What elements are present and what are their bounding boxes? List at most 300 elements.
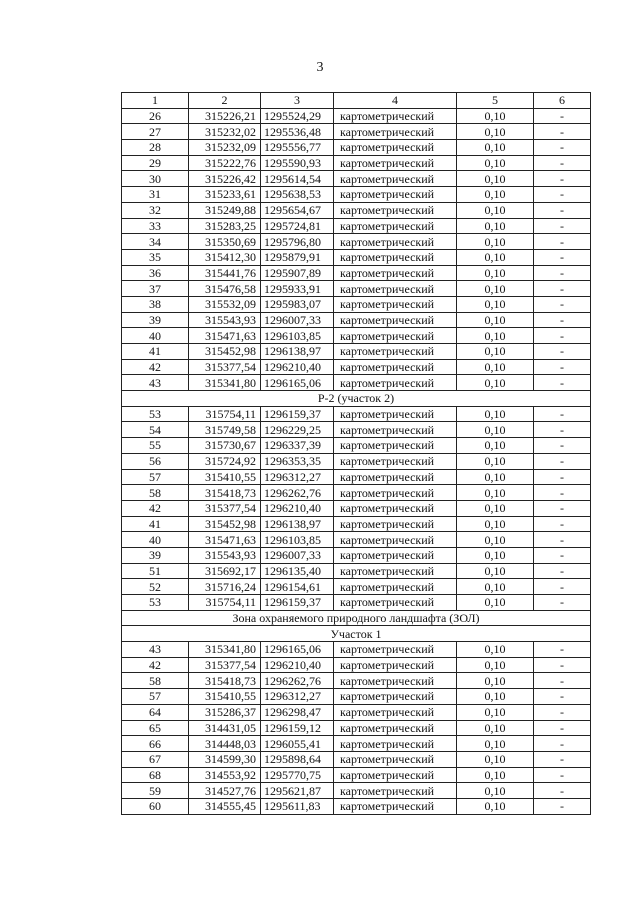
note-cell: -: [534, 265, 591, 281]
note-cell: -: [534, 375, 591, 391]
accuracy-cell: 0,10: [457, 124, 534, 140]
y-coordinate-cell: 1296337,39: [261, 438, 334, 454]
point-number-cell: 51: [122, 563, 189, 579]
accuracy-cell: 0,10: [457, 296, 534, 312]
method-cell: картометрический: [334, 642, 457, 658]
note-cell: -: [534, 202, 591, 218]
table-row: [122, 595, 591, 611]
method-cell: картометрический: [334, 438, 457, 454]
accuracy-cell: 0,10: [457, 704, 534, 720]
table-row: [122, 704, 591, 720]
y-coordinate-cell: 1295524,29: [261, 108, 334, 124]
point-number-cell: 31: [122, 187, 189, 203]
table-row: [122, 281, 591, 297]
x-coordinate-cell: 314555,45: [189, 798, 261, 814]
accuracy-cell: 0,10: [457, 265, 534, 281]
method-cell: картометрический: [334, 751, 457, 767]
x-coordinate-cell: 315232,02: [189, 124, 261, 140]
table-row: [122, 155, 591, 171]
y-coordinate-cell: 1296262,76: [261, 673, 334, 689]
table-section-row: [122, 626, 591, 642]
note-cell: -: [534, 155, 591, 171]
accuracy-cell: 0,10: [457, 532, 534, 548]
accuracy-cell: 0,10: [457, 281, 534, 297]
x-coordinate-cell: 315233,61: [189, 187, 261, 203]
y-coordinate-cell: 1295621,87: [261, 783, 334, 799]
table-row: [122, 563, 591, 579]
x-coordinate-cell: 315412,30: [189, 249, 261, 265]
method-cell: картометрический: [334, 595, 457, 611]
accuracy-cell: 0,10: [457, 406, 534, 422]
method-cell: картометрический: [334, 265, 457, 281]
table-row: [122, 516, 591, 532]
table-row: [122, 736, 591, 752]
y-coordinate-cell: 1295770,75: [261, 767, 334, 783]
method-cell: картометрический: [334, 281, 457, 297]
accuracy-cell: 0,10: [457, 751, 534, 767]
x-coordinate-cell: 315532,09: [189, 296, 261, 312]
point-number-cell: 40: [122, 328, 189, 344]
x-coordinate-cell: 315222,76: [189, 155, 261, 171]
method-cell: картометрический: [334, 485, 457, 501]
note-cell: -: [534, 312, 591, 328]
method-cell: картометрический: [334, 547, 457, 563]
accuracy-cell: 0,10: [457, 563, 534, 579]
accuracy-cell: 0,10: [457, 453, 534, 469]
y-coordinate-cell: 1295611,83: [261, 798, 334, 814]
point-number-cell: 68: [122, 767, 189, 783]
x-coordinate-cell: 315232,09: [189, 140, 261, 156]
point-number-cell: 57: [122, 469, 189, 485]
point-number-cell: 36: [122, 265, 189, 281]
table-header-row: [122, 93, 591, 109]
table-row: [122, 344, 591, 360]
note-cell: -: [534, 751, 591, 767]
method-cell: картометрический: [334, 328, 457, 344]
point-number-cell: 43: [122, 642, 189, 658]
point-number-cell: 65: [122, 720, 189, 736]
method-cell: картометрический: [334, 234, 457, 250]
table-row: [122, 783, 591, 799]
y-coordinate-cell: 1295983,07: [261, 296, 334, 312]
y-coordinate-cell: 1295907,89: [261, 265, 334, 281]
note-cell: -: [534, 422, 591, 438]
note-cell: -: [534, 124, 591, 140]
table-row: [122, 406, 591, 422]
x-coordinate-cell: 315350,69: [189, 234, 261, 250]
x-coordinate-cell: 315441,76: [189, 265, 261, 281]
coordinates-table-body: [122, 93, 591, 815]
y-coordinate-cell: 1295556,77: [261, 140, 334, 156]
method-cell: картометрический: [334, 359, 457, 375]
table-row: [122, 108, 591, 124]
accuracy-cell: 0,10: [457, 155, 534, 171]
x-coordinate-cell: 315249,88: [189, 202, 261, 218]
method-cell: картометрический: [334, 124, 457, 140]
table-row: [122, 265, 591, 281]
note-cell: -: [534, 689, 591, 705]
x-coordinate-cell: 315471,63: [189, 532, 261, 548]
point-number-cell: 29: [122, 155, 189, 171]
method-cell: картометрический: [334, 422, 457, 438]
point-number-cell: 60: [122, 798, 189, 814]
note-cell: -: [534, 328, 591, 344]
y-coordinate-cell: 1296159,37: [261, 595, 334, 611]
point-number-cell: 54: [122, 422, 189, 438]
method-cell: картометрический: [334, 202, 457, 218]
point-number-cell: 64: [122, 704, 189, 720]
x-coordinate-cell: 314431,05: [189, 720, 261, 736]
point-number-cell: 58: [122, 673, 189, 689]
point-number-cell: 26: [122, 108, 189, 124]
y-coordinate-cell: 1296138,97: [261, 516, 334, 532]
method-cell: картометрический: [334, 406, 457, 422]
table-row: [122, 140, 591, 156]
note-cell: -: [534, 736, 591, 752]
x-coordinate-cell: 315377,54: [189, 657, 261, 673]
table-row: [122, 720, 591, 736]
x-coordinate-cell: 315749,58: [189, 422, 261, 438]
table-row: [122, 202, 591, 218]
header-cell: 3: [261, 93, 334, 109]
accuracy-cell: 0,10: [457, 328, 534, 344]
method-cell: картометрический: [334, 783, 457, 799]
accuracy-cell: 0,10: [457, 140, 534, 156]
accuracy-cell: 0,10: [457, 249, 534, 265]
accuracy-cell: 0,10: [457, 720, 534, 736]
note-cell: -: [534, 563, 591, 579]
table-section-row: [122, 391, 591, 407]
note-cell: -: [534, 642, 591, 658]
table-row: [122, 218, 591, 234]
x-coordinate-cell: 315418,73: [189, 485, 261, 501]
table-section-row: [122, 610, 591, 626]
point-number-cell: 59: [122, 783, 189, 799]
note-cell: -: [534, 469, 591, 485]
method-cell: картометрический: [334, 563, 457, 579]
y-coordinate-cell: 1296103,85: [261, 532, 334, 548]
note-cell: -: [534, 359, 591, 375]
y-coordinate-cell: 1296165,06: [261, 642, 334, 658]
x-coordinate-cell: 315730,67: [189, 438, 261, 454]
y-coordinate-cell: 1295536,48: [261, 124, 334, 140]
accuracy-cell: 0,10: [457, 375, 534, 391]
point-number-cell: 67: [122, 751, 189, 767]
x-coordinate-cell: 314553,92: [189, 767, 261, 783]
y-coordinate-cell: 1296353,35: [261, 453, 334, 469]
note-cell: -: [534, 344, 591, 360]
y-coordinate-cell: 1296138,97: [261, 344, 334, 360]
table-row: [122, 500, 591, 516]
y-coordinate-cell: 1296312,27: [261, 469, 334, 485]
point-number-cell: 41: [122, 516, 189, 532]
table-row: [122, 124, 591, 140]
method-cell: картометрический: [334, 579, 457, 595]
y-coordinate-cell: 1296103,85: [261, 328, 334, 344]
table-row: [122, 438, 591, 454]
point-number-cell: 58: [122, 485, 189, 501]
method-cell: картометрический: [334, 720, 457, 736]
note-cell: -: [534, 171, 591, 187]
table-row: [122, 312, 591, 328]
section-title: Участок 1: [122, 626, 591, 642]
point-number-cell: 53: [122, 595, 189, 611]
header-cell: 1: [122, 93, 189, 109]
table-row: [122, 798, 591, 814]
x-coordinate-cell: 314599,30: [189, 751, 261, 767]
header-cell: 5: [457, 93, 534, 109]
x-coordinate-cell: 315226,42: [189, 171, 261, 187]
table-row: [122, 689, 591, 705]
table-row: [122, 296, 591, 312]
method-cell: картометрический: [334, 516, 457, 532]
point-number-cell: 41: [122, 344, 189, 360]
point-number-cell: 66: [122, 736, 189, 752]
point-number-cell: 30: [122, 171, 189, 187]
table-row: [122, 187, 591, 203]
point-number-cell: 34: [122, 234, 189, 250]
note-cell: -: [534, 532, 591, 548]
note-cell: -: [534, 720, 591, 736]
accuracy-cell: 0,10: [457, 783, 534, 799]
point-number-cell: 32: [122, 202, 189, 218]
x-coordinate-cell: 315543,93: [189, 312, 261, 328]
point-number-cell: 37: [122, 281, 189, 297]
point-number-cell: 35: [122, 249, 189, 265]
method-cell: картометрический: [334, 218, 457, 234]
note-cell: -: [534, 579, 591, 595]
y-coordinate-cell: 1295654,67: [261, 202, 334, 218]
point-number-cell: 33: [122, 218, 189, 234]
accuracy-cell: 0,10: [457, 469, 534, 485]
x-coordinate-cell: 315418,73: [189, 673, 261, 689]
accuracy-cell: 0,10: [457, 202, 534, 218]
y-coordinate-cell: 1296165,06: [261, 375, 334, 391]
note-cell: -: [534, 783, 591, 799]
y-coordinate-cell: 1296154,61: [261, 579, 334, 595]
note-cell: -: [534, 438, 591, 454]
method-cell: картометрический: [334, 344, 457, 360]
point-number-cell: 39: [122, 547, 189, 563]
x-coordinate-cell: 315754,11: [189, 595, 261, 611]
x-coordinate-cell: 315377,54: [189, 500, 261, 516]
method-cell: картометрический: [334, 140, 457, 156]
table-row: [122, 642, 591, 658]
accuracy-cell: 0,10: [457, 500, 534, 516]
method-cell: картометрический: [334, 296, 457, 312]
note-cell: -: [534, 673, 591, 689]
y-coordinate-cell: 1295638,53: [261, 187, 334, 203]
table-row: [122, 751, 591, 767]
note-cell: -: [534, 406, 591, 422]
note-cell: -: [534, 187, 591, 203]
table-row: [122, 547, 591, 563]
x-coordinate-cell: 315226,21: [189, 108, 261, 124]
y-coordinate-cell: 1296159,37: [261, 406, 334, 422]
table-row: [122, 171, 591, 187]
method-cell: картометрический: [334, 375, 457, 391]
y-coordinate-cell: 1295879,91: [261, 249, 334, 265]
note-cell: -: [534, 281, 591, 297]
x-coordinate-cell: 315476,58: [189, 281, 261, 297]
table-row: [122, 657, 591, 673]
note-cell: -: [534, 500, 591, 516]
note-cell: -: [534, 547, 591, 563]
method-cell: картометрический: [334, 532, 457, 548]
table-row: [122, 485, 591, 501]
note-cell: -: [534, 657, 591, 673]
table-row: [122, 469, 591, 485]
point-number-cell: 28: [122, 140, 189, 156]
header-cell: 2: [189, 93, 261, 109]
accuracy-cell: 0,10: [457, 108, 534, 124]
accuracy-cell: 0,10: [457, 673, 534, 689]
y-coordinate-cell: 1295933,91: [261, 281, 334, 297]
y-coordinate-cell: 1295724,81: [261, 218, 334, 234]
method-cell: картометрический: [334, 249, 457, 265]
point-number-cell: 27: [122, 124, 189, 140]
point-number-cell: 42: [122, 500, 189, 516]
accuracy-cell: 0,10: [457, 595, 534, 611]
point-number-cell: 42: [122, 657, 189, 673]
method-cell: картометрический: [334, 171, 457, 187]
x-coordinate-cell: 315452,98: [189, 344, 261, 360]
method-cell: картометрический: [334, 689, 457, 705]
table-row: [122, 359, 591, 375]
accuracy-cell: 0,10: [457, 798, 534, 814]
note-cell: -: [534, 296, 591, 312]
table-row: [122, 328, 591, 344]
note-cell: -: [534, 249, 591, 265]
note-cell: -: [534, 218, 591, 234]
point-number-cell: 43: [122, 375, 189, 391]
x-coordinate-cell: 315471,63: [189, 328, 261, 344]
x-coordinate-cell: 315341,80: [189, 375, 261, 391]
note-cell: -: [534, 140, 591, 156]
method-cell: картометрический: [334, 673, 457, 689]
note-cell: -: [534, 234, 591, 250]
table-row: [122, 453, 591, 469]
note-cell: -: [534, 453, 591, 469]
method-cell: картометрический: [334, 155, 457, 171]
x-coordinate-cell: 315283,25: [189, 218, 261, 234]
x-coordinate-cell: 315716,24: [189, 579, 261, 595]
note-cell: -: [534, 108, 591, 124]
method-cell: картометрический: [334, 704, 457, 720]
y-coordinate-cell: 1296262,76: [261, 485, 334, 501]
accuracy-cell: 0,10: [457, 516, 534, 532]
x-coordinate-cell: 315377,54: [189, 359, 261, 375]
note-cell: -: [534, 485, 591, 501]
note-cell: -: [534, 595, 591, 611]
table-row: [122, 532, 591, 548]
accuracy-cell: 0,10: [457, 485, 534, 501]
x-coordinate-cell: 315452,98: [189, 516, 261, 532]
y-coordinate-cell: 1296298,47: [261, 704, 334, 720]
y-coordinate-cell: 1296007,33: [261, 547, 334, 563]
accuracy-cell: 0,10: [457, 657, 534, 673]
x-coordinate-cell: 315543,93: [189, 547, 261, 563]
note-cell: -: [534, 516, 591, 532]
y-coordinate-cell: 1295796,80: [261, 234, 334, 250]
method-cell: картометрический: [334, 500, 457, 516]
accuracy-cell: 0,10: [457, 547, 534, 563]
y-coordinate-cell: 1296210,40: [261, 657, 334, 673]
method-cell: картометрический: [334, 312, 457, 328]
accuracy-cell: 0,10: [457, 344, 534, 360]
x-coordinate-cell: 314448,03: [189, 736, 261, 752]
accuracy-cell: 0,10: [457, 218, 534, 234]
method-cell: картометрический: [334, 798, 457, 814]
note-cell: -: [534, 767, 591, 783]
method-cell: картометрический: [334, 657, 457, 673]
table-row: [122, 422, 591, 438]
y-coordinate-cell: 1295898,64: [261, 751, 334, 767]
header-cell: 6: [534, 93, 591, 109]
header-cell: 4: [334, 93, 457, 109]
coordinates-table: [121, 92, 591, 815]
method-cell: картометрический: [334, 767, 457, 783]
table-row: [122, 234, 591, 250]
y-coordinate-cell: 1296055,41: [261, 736, 334, 752]
table-row: [122, 673, 591, 689]
method-cell: картометрический: [334, 736, 457, 752]
table-row: [122, 579, 591, 595]
section-title: Зона охраняемого природного ландшафта (ЗОЛ): [122, 610, 591, 626]
accuracy-cell: 0,10: [457, 234, 534, 250]
point-number-cell: 55: [122, 438, 189, 454]
y-coordinate-cell: 1296210,40: [261, 359, 334, 375]
y-coordinate-cell: 1295590,93: [261, 155, 334, 171]
accuracy-cell: 0,10: [457, 422, 534, 438]
accuracy-cell: 0,10: [457, 171, 534, 187]
method-cell: картометрический: [334, 453, 457, 469]
point-number-cell: 56: [122, 453, 189, 469]
x-coordinate-cell: 315754,11: [189, 406, 261, 422]
table-row: [122, 767, 591, 783]
point-number-cell: 38: [122, 296, 189, 312]
table-row: [122, 249, 591, 265]
accuracy-cell: 0,10: [457, 438, 534, 454]
x-coordinate-cell: 314527,76: [189, 783, 261, 799]
y-coordinate-cell: 1296007,33: [261, 312, 334, 328]
x-coordinate-cell: 315410,55: [189, 689, 261, 705]
y-coordinate-cell: 1296210,40: [261, 500, 334, 516]
accuracy-cell: 0,10: [457, 767, 534, 783]
method-cell: картометрический: [334, 469, 457, 485]
point-number-cell: 57: [122, 689, 189, 705]
point-number-cell: 52: [122, 579, 189, 595]
y-coordinate-cell: 1296159,12: [261, 720, 334, 736]
x-coordinate-cell: 315341,80: [189, 642, 261, 658]
x-coordinate-cell: 315410,55: [189, 469, 261, 485]
point-number-cell: 39: [122, 312, 189, 328]
page-number: 3: [316, 60, 324, 75]
table-row: [122, 375, 591, 391]
y-coordinate-cell: 1296135,40: [261, 563, 334, 579]
x-coordinate-cell: 315286,37: [189, 704, 261, 720]
method-cell: картометрический: [334, 187, 457, 203]
x-coordinate-cell: 315724,92: [189, 453, 261, 469]
x-coordinate-cell: 315692,17: [189, 563, 261, 579]
accuracy-cell: 0,10: [457, 187, 534, 203]
accuracy-cell: 0,10: [457, 359, 534, 375]
point-number-cell: 53: [122, 406, 189, 422]
section-title: Р-2 (участок 2): [122, 391, 591, 407]
accuracy-cell: 0,10: [457, 736, 534, 752]
point-number-cell: 42: [122, 359, 189, 375]
y-coordinate-cell: 1296229,25: [261, 422, 334, 438]
